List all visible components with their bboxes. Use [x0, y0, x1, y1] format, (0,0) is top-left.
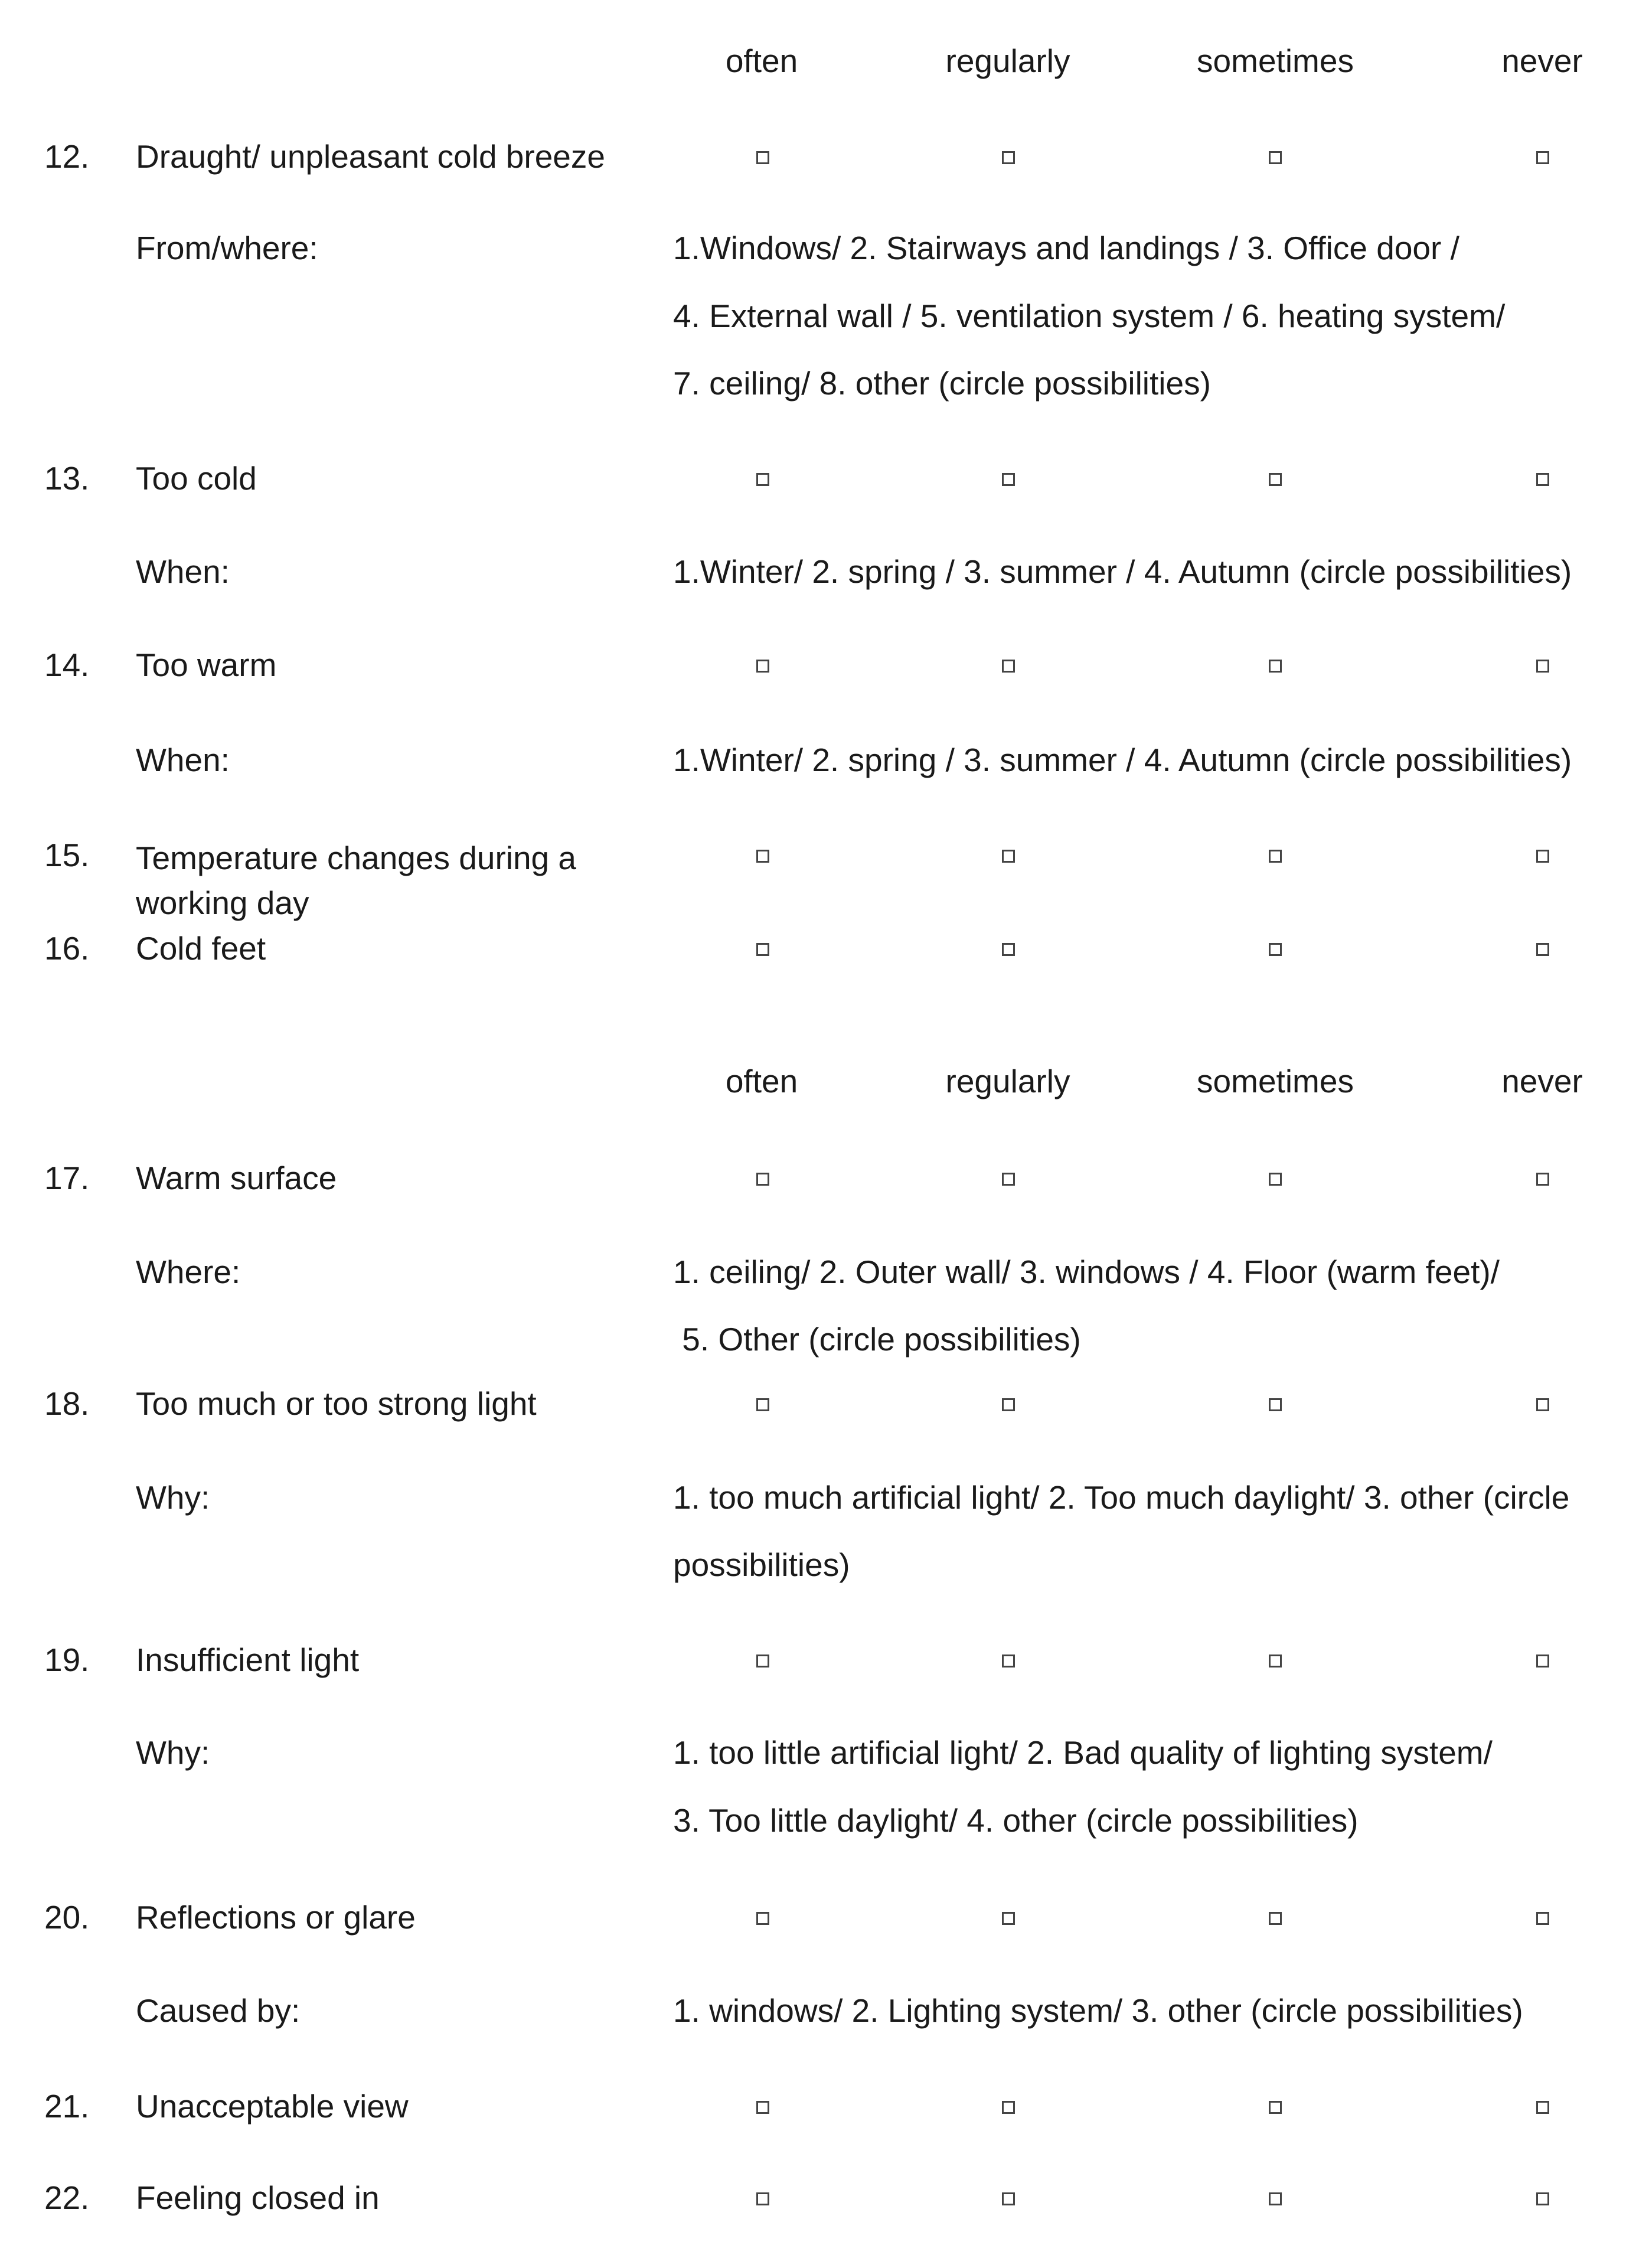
- checkbox-regularly[interactable]: [1002, 1912, 1015, 1925]
- checkbox-regularly[interactable]: [1002, 1398, 1015, 1411]
- detail-line: 3. Too little daylight/ 4. other (circle possibilities): [673, 1802, 1359, 1839]
- item-number: 15.: [44, 837, 90, 873]
- checkbox-regularly[interactable]: [1002, 850, 1015, 863]
- detail-line: 7. ceiling/ 8. other (circle possibilities): [673, 365, 1211, 402]
- detail-line: 1.Windows/ 2. Stairways and landings / 3. Office door /: [673, 230, 1459, 266]
- detail-label: Why:: [136, 1479, 210, 1516]
- header-regularly: regularly: [945, 1063, 1070, 1099]
- checkbox-never[interactable]: [1536, 2192, 1549, 2205]
- item-number: 12.: [44, 138, 90, 175]
- item-number: 19.: [44, 1642, 90, 1678]
- checkbox-often[interactable]: [756, 660, 769, 673]
- checkbox-regularly[interactable]: [1002, 2192, 1015, 2205]
- checkbox-often[interactable]: [756, 1912, 769, 1925]
- checkbox-never[interactable]: [1536, 660, 1549, 673]
- header-regularly: regularly: [945, 43, 1070, 79]
- detail-line: 1. too little artificial light/ 2. Bad quality of lighting system/: [673, 1734, 1493, 1771]
- item-number: 16.: [44, 930, 90, 967]
- checkbox-never[interactable]: [1536, 943, 1549, 956]
- checkbox-regularly[interactable]: [1002, 1173, 1015, 1186]
- item-label: Insufficient light: [136, 1642, 360, 1678]
- item-number: 22.: [44, 2179, 90, 2216]
- detail-label: Why:: [136, 1734, 210, 1771]
- detail-line: 1. ceiling/ 2. Outer wall/ 3. windows / 4. Floor (warm feet)/: [673, 1254, 1500, 1290]
- detail-label: From/where:: [136, 230, 318, 266]
- header-never: never: [1501, 1063, 1583, 1099]
- header-often: often: [725, 43, 798, 79]
- checkbox-often[interactable]: [756, 151, 769, 164]
- checkbox-often[interactable]: [756, 473, 769, 486]
- detail-line: 1. too much artificial light/ 2. Too much daylight/ 3. other (circle: [673, 1479, 1570, 1516]
- detail-line: 4. External wall / 5. ventilation system / 6. heating system/: [673, 298, 1506, 334]
- item-label: Cold feet: [136, 930, 266, 967]
- checkbox-sometimes[interactable]: [1269, 943, 1282, 956]
- checkbox-sometimes[interactable]: [1269, 151, 1282, 164]
- header-never: never: [1501, 43, 1583, 79]
- header-sometimes: sometimes: [1197, 1063, 1354, 1099]
- checkbox-sometimes[interactable]: [1269, 2101, 1282, 2114]
- item-number: 18.: [44, 1385, 90, 1422]
- detail-line: 5. Other (circle possibilities): [673, 1321, 1081, 1357]
- detail-label: When:: [136, 742, 230, 778]
- checkbox-often[interactable]: [756, 850, 769, 863]
- checkbox-regularly[interactable]: [1002, 660, 1015, 673]
- checkbox-often[interactable]: [756, 1173, 769, 1186]
- checkbox-never[interactable]: [1536, 473, 1549, 486]
- item-number: 20.: [44, 1899, 90, 1936]
- item-label: Too cold: [136, 460, 257, 497]
- item-number: 17.: [44, 1160, 90, 1196]
- checkbox-regularly[interactable]: [1002, 2101, 1015, 2114]
- header-sometimes: sometimes: [1197, 43, 1354, 79]
- checkbox-never[interactable]: [1536, 151, 1549, 164]
- checkbox-sometimes[interactable]: [1269, 1398, 1282, 1411]
- item-label: Too much or too strong light: [136, 1385, 537, 1422]
- detail-label: When:: [136, 553, 230, 590]
- item-number: 21.: [44, 2088, 90, 2125]
- item-label: Draught/ unpleasant cold breeze: [136, 138, 605, 175]
- item-label: Too warm: [136, 647, 277, 683]
- checkbox-never[interactable]: [1536, 1398, 1549, 1411]
- checkbox-never[interactable]: [1536, 850, 1549, 863]
- checkbox-regularly[interactable]: [1002, 1655, 1015, 1667]
- item-number: 13.: [44, 460, 90, 497]
- checkbox-often[interactable]: [756, 2101, 769, 2114]
- checkbox-never[interactable]: [1536, 1912, 1549, 1925]
- checkbox-sometimes[interactable]: [1269, 850, 1282, 863]
- checkbox-sometimes[interactable]: [1269, 1173, 1282, 1186]
- detail-line: 1.Winter/ 2. spring / 3. summer / 4. Autumn (circle possibilities): [673, 553, 1572, 590]
- checkbox-often[interactable]: [756, 1398, 769, 1411]
- checkbox-often[interactable]: [756, 943, 769, 956]
- item-label: Feeling closed in: [136, 2179, 380, 2216]
- checkbox-sometimes[interactable]: [1269, 660, 1282, 673]
- checkbox-sometimes[interactable]: [1269, 2192, 1282, 2205]
- item-label: Unacceptable view: [136, 2088, 409, 2125]
- item-label: Reflections or glare: [136, 1899, 416, 1936]
- detail-label: Caused by:: [136, 1992, 301, 2029]
- header-often: often: [725, 1063, 798, 1099]
- checkbox-never[interactable]: [1536, 1173, 1549, 1186]
- detail-label: Where:: [136, 1254, 241, 1290]
- checkbox-regularly[interactable]: [1002, 943, 1015, 956]
- checkbox-never[interactable]: [1536, 1655, 1549, 1667]
- detail-line: possibilities): [673, 1546, 850, 1583]
- checkbox-often[interactable]: [756, 2192, 769, 2205]
- checkbox-sometimes[interactable]: [1269, 1655, 1282, 1667]
- item-label: Warm surface: [136, 1160, 337, 1196]
- checkbox-never[interactable]: [1536, 2101, 1549, 2114]
- detail-line: 1. windows/ 2. Lighting system/ 3. other (circle possibilities): [673, 1992, 1523, 2029]
- checkbox-regularly[interactable]: [1002, 473, 1015, 486]
- item-label: Temperature changes during a working day: [136, 840, 577, 921]
- item-number: 14.: [44, 647, 90, 683]
- detail-line: 1.Winter/ 2. spring / 3. summer / 4. Autumn (circle possibilities): [673, 742, 1572, 778]
- checkbox-regularly[interactable]: [1002, 151, 1015, 164]
- checkbox-often[interactable]: [756, 1655, 769, 1667]
- checkbox-sometimes[interactable]: [1269, 1912, 1282, 1925]
- checkbox-sometimes[interactable]: [1269, 473, 1282, 486]
